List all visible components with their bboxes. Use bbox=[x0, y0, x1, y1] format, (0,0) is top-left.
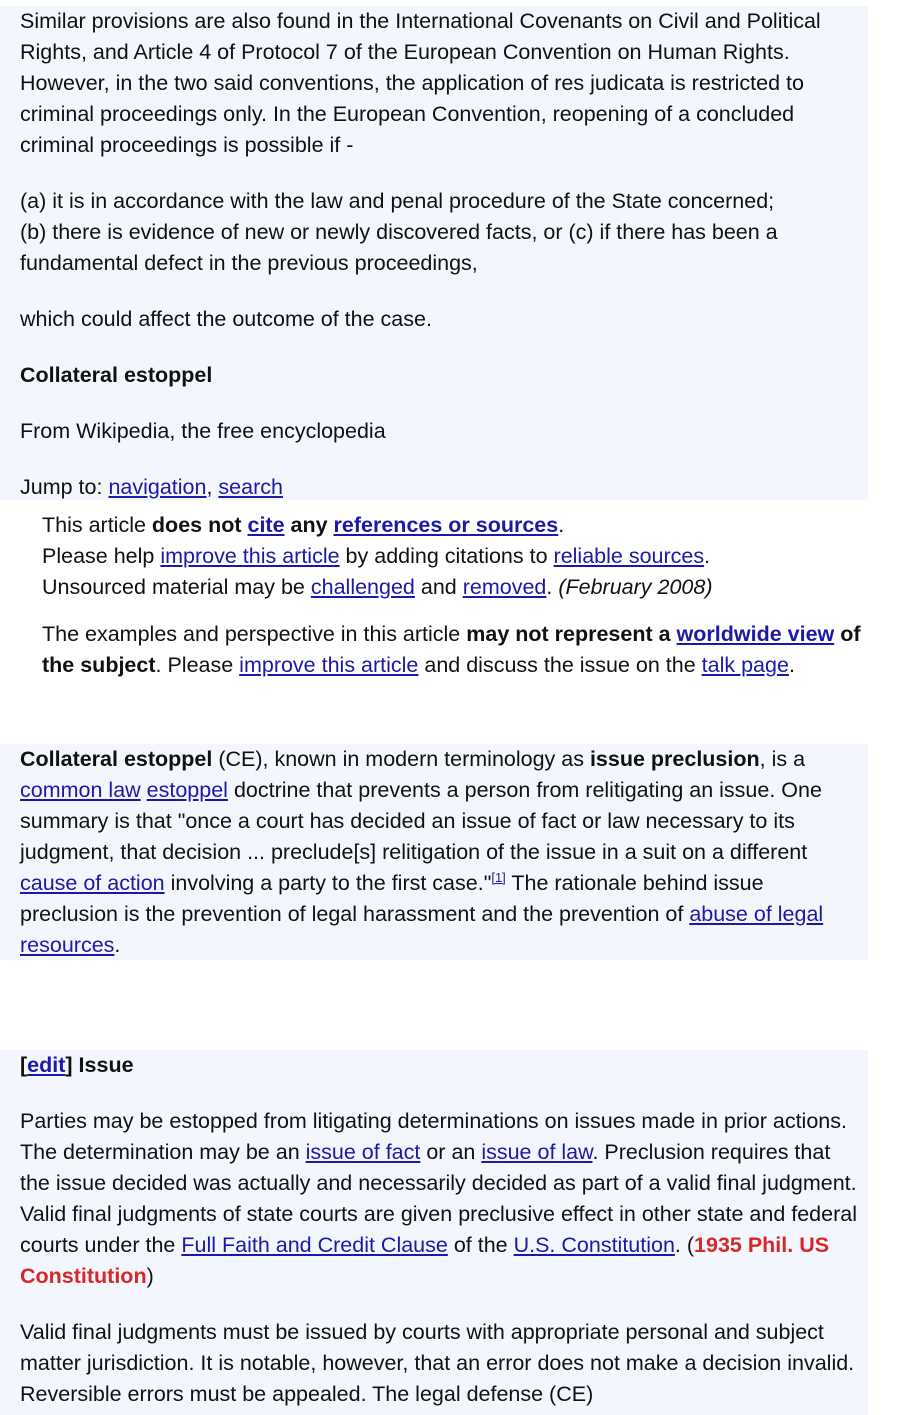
issue-paragraph-1: Parties may be estopped from litigating determinations on issues made in prior actions. The determination may be an issue of fact or an issue of law. Preclusion requires that the issue decided was actually and necessarily decided as part of a valid final judgment. Valid final judgments of state courts are given preclusive effect in other state and federal courts under the Full Faith and Credit Clause of the U.S. Constitution. (1935 Phil. US Constitution) bbox=[20, 1109, 857, 1288]
intro-paragraph-1: Similar provisions are also found in the International Covenants on Civil and Political Rights, and Article 4 of Protocol 7 of the European Convention on Human Rights. However, in the two said conventions, the application of res judicata is restricted to criminal proceedings only. In the European Convention, reopening of a concluded criminal proceedings is possible if - bbox=[20, 9, 821, 157]
improve-article-link[interactable]: improve this article bbox=[160, 544, 340, 568]
reference-1-link[interactable]: [1] bbox=[491, 869, 506, 885]
issue-section bbox=[0, 1050, 868, 1415]
jump-to-line: Jump to: navigation, search bbox=[20, 475, 283, 499]
intro-item-a: (a) it is in accordance with the law and penal procedure of the State concerned; bbox=[20, 189, 775, 213]
intro-paragraph-3: which could affect the outcome of the case. bbox=[20, 307, 432, 331]
talk-page-link[interactable]: talk page bbox=[701, 653, 789, 677]
cause-of-action-link[interactable]: cause of action bbox=[20, 871, 165, 895]
us-constitution-link[interactable]: U.S. Constitution bbox=[513, 1233, 675, 1257]
phil-constitution-note: 1935 Phil. US Constitution bbox=[20, 1233, 830, 1288]
lead-paragraph: Collateral estoppel (CE), known in modern terminology as issue preclusion, is a common law estoppel doctrine that prevents a person from relitigating an issue. One summary is that "once a court has decided an issue of fact or law necessary to its judgment, that decision ... preclude[s] relitigation of the issue in a suit on a different cause of action involving a party to the first case."[1] The rationale behind issue preclusion is the prevention of legal harassment and the prevention of abuse of legal resources. bbox=[20, 747, 824, 957]
removed-link[interactable]: removed bbox=[462, 575, 547, 599]
common-law-link[interactable]: common law bbox=[20, 778, 141, 802]
article-title: Collateral estoppel bbox=[20, 363, 213, 387]
issue-of-law-link[interactable]: issue of law bbox=[481, 1140, 593, 1164]
article-source: From Wikipedia, the free encyclopedia bbox=[20, 419, 386, 443]
challenged-link[interactable]: challenged bbox=[310, 575, 415, 599]
improve-article-link-2[interactable]: improve this article bbox=[239, 653, 419, 677]
reliable-sources-link[interactable]: reliable sources bbox=[553, 544, 705, 568]
abuse-of-legal-resources-link[interactable]: abuse of legal resources bbox=[20, 902, 824, 957]
intro-item-b: (b) there is evidence of new or newly discovered facts, or (c) if there has been a fundamental defect in the previous proceedings, bbox=[20, 220, 778, 275]
notices-block bbox=[0, 510, 868, 716]
issue-heading: [edit] Issue bbox=[20, 1053, 134, 1077]
search-link[interactable]: search bbox=[218, 475, 283, 499]
references-link[interactable]: references or sources bbox=[333, 513, 559, 537]
issue-paragraph-2: Valid final judgments must be issued by courts with appropriate personal and subject matter jurisdiction. It is notable, however, that an error does not make a decision invalid. Reversible errors must be appealed. The legal defense (CE) bbox=[20, 1320, 855, 1406]
cite-link[interactable]: cite bbox=[247, 513, 285, 537]
issue-of-fact-link[interactable]: issue of fact bbox=[305, 1140, 421, 1164]
intro-paragraph-2 bbox=[20, 186, 865, 279]
edit-link[interactable]: edit bbox=[27, 1053, 66, 1077]
full-faith-credit-link[interactable]: Full Faith and Credit Clause bbox=[181, 1233, 448, 1257]
worldwide-notice: The examples and perspective in this article may not represent a worldwide view of the subject. Please improve this article and discuss the issue on the talk page. bbox=[42, 622, 861, 677]
notice-date: (February 2008) bbox=[558, 575, 713, 599]
estoppel-link[interactable]: estoppel bbox=[146, 778, 228, 802]
worldwide-view-link[interactable]: worldwide view bbox=[676, 622, 835, 646]
lead-block bbox=[0, 744, 868, 960]
navigation-link[interactable]: navigation bbox=[108, 475, 207, 499]
unsourced-notice: This article does not cite any references or sources. Please help improve this article by adding citations to reliable sources. Unsourced material may be challenged and removed. (February 2008) bbox=[42, 513, 713, 599]
intro-block bbox=[0, 6, 868, 500]
